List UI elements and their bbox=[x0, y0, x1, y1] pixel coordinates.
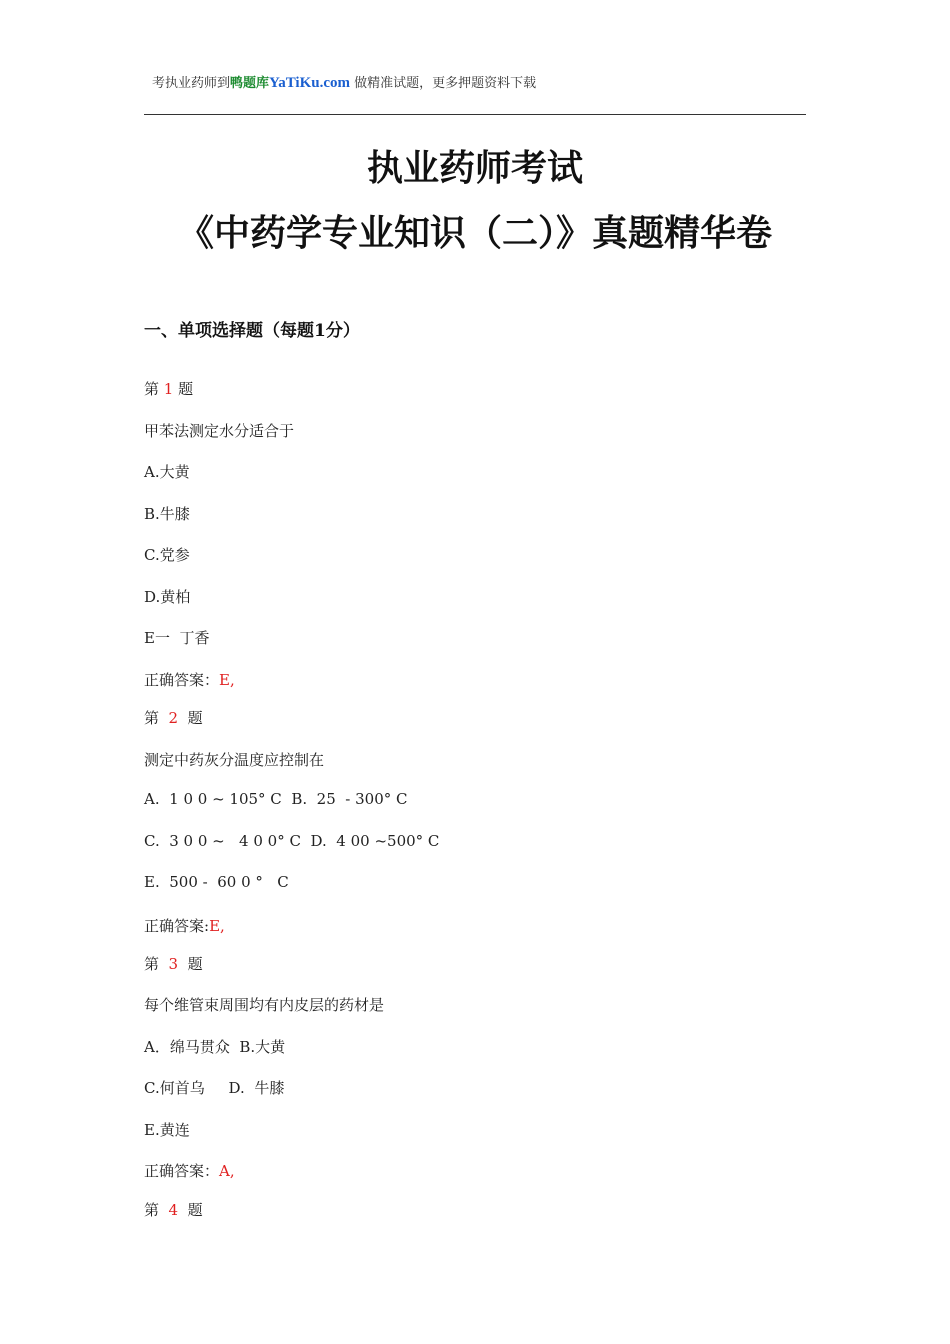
question-label: 第 3 题 bbox=[144, 955, 203, 973]
option: C.党参 bbox=[144, 546, 190, 564]
site-domain: .com bbox=[319, 75, 351, 91]
option: A．绵马贯众 B.大黄 bbox=[144, 1038, 286, 1056]
doc-subtitle: 《中药学专业知识（二）》真题精华卷 bbox=[177, 212, 772, 254]
question-stem: 甲苯法测定水分适合于 bbox=[144, 422, 295, 440]
header-suffix: 做精准试题，更多押题资料下载 bbox=[350, 76, 537, 91]
brand-name: 鸭题库 bbox=[230, 76, 270, 91]
option: A. 1 0 0 ~ 105° C B. 25 - 300° C bbox=[144, 790, 408, 808]
question-label: 第 2 题 bbox=[144, 709, 203, 727]
page-header bbox=[152, 72, 536, 92]
option: B.牛膝 bbox=[144, 505, 190, 523]
option: A.大黄 bbox=[144, 463, 190, 481]
question-label: 第 4 题 bbox=[144, 1201, 203, 1219]
question-label: 第 1 题 bbox=[144, 380, 194, 398]
section-heading: 一、单项选择题（每题1分） bbox=[144, 321, 360, 341]
option: D.黄柏 bbox=[144, 588, 191, 606]
header-prefix: 考执业药师到 bbox=[152, 76, 231, 91]
answer-line: 正确答案:E, bbox=[144, 917, 225, 935]
answer-line: 正确答案：E, bbox=[144, 671, 235, 689]
question-stem: 测定中药灰分温度应控制在 bbox=[144, 751, 325, 769]
answer-value: E, bbox=[219, 671, 235, 689]
option: E.黄连 bbox=[144, 1121, 190, 1139]
doc-title: 执业药师考试 bbox=[366, 147, 583, 189]
site-name: YaTiKu bbox=[269, 75, 320, 91]
option: E一 丁香 bbox=[144, 629, 210, 647]
answer-line: 正确答案：A, bbox=[144, 1162, 235, 1180]
question-stem: 每个维管束周围均有内皮层的药材是 bbox=[144, 996, 385, 1014]
answer-value: A, bbox=[219, 1162, 235, 1180]
header-divider bbox=[144, 114, 806, 115]
option: E. 500 - 60 0 ° C bbox=[144, 873, 289, 891]
answer-value: E, bbox=[209, 917, 225, 935]
option: C.何首乌 D. 牛膝 bbox=[144, 1079, 285, 1097]
option: C. 3 0 0 ~ 4 0 0° C D. 4 00 ~500° C bbox=[144, 832, 440, 850]
